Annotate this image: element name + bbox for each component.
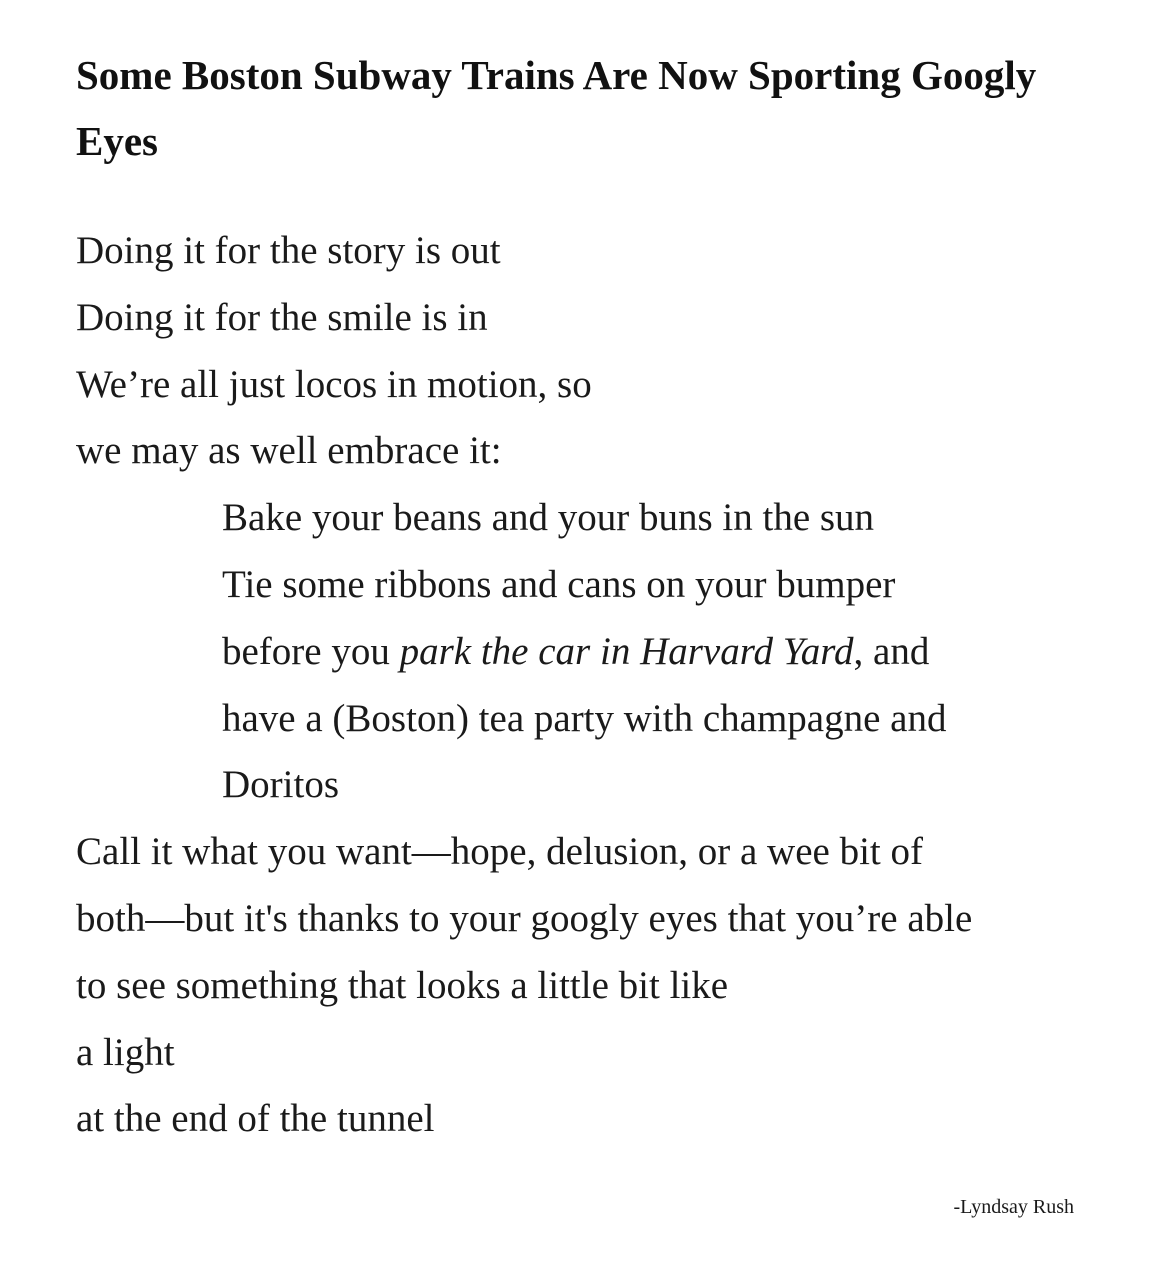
poem-line-italic-text: park the car in Harvard Yard bbox=[399, 629, 854, 673]
poem-line: to see something that looks a little bit like bbox=[76, 963, 729, 1007]
poem-line: Call it what you want—hope, delusion, or a wee bit of bbox=[76, 830, 923, 874]
poem-line-text: before you bbox=[222, 629, 400, 673]
poem-line-indented: Bake your beans and your buns in the sun bbox=[222, 496, 875, 540]
poem-line: Doing it for the smile is in bbox=[76, 295, 488, 339]
poem-line-text: , and bbox=[853, 629, 930, 673]
poem-line-indented bbox=[76, 619, 1116, 686]
poem-line-indented: Doritos bbox=[222, 763, 339, 807]
poem-line-indented: Tie some ribbons and cans on your bumper bbox=[222, 562, 896, 606]
poem-line: both—but it's thanks to your googly eyes that you’re able bbox=[76, 896, 973, 940]
poem-line-indented: have a (Boston) tea party with champagne and bbox=[222, 696, 947, 740]
poem-line: a light bbox=[76, 1030, 175, 1074]
poem-title: Some Boston Subway Trains Are Now Sporting Googly Eyes bbox=[76, 52, 1037, 164]
poem-line: at the end of the tunnel bbox=[76, 1097, 435, 1141]
poem-line: we may as well embrace it: bbox=[76, 429, 502, 473]
poem-line: Doing it for the story is out bbox=[76, 229, 501, 272]
poem-body bbox=[76, 218, 1116, 1153]
author-signature: -Lyndsay Rush bbox=[953, 1196, 1074, 1218]
poem-line: We’re all just locos in motion, so bbox=[76, 362, 592, 406]
